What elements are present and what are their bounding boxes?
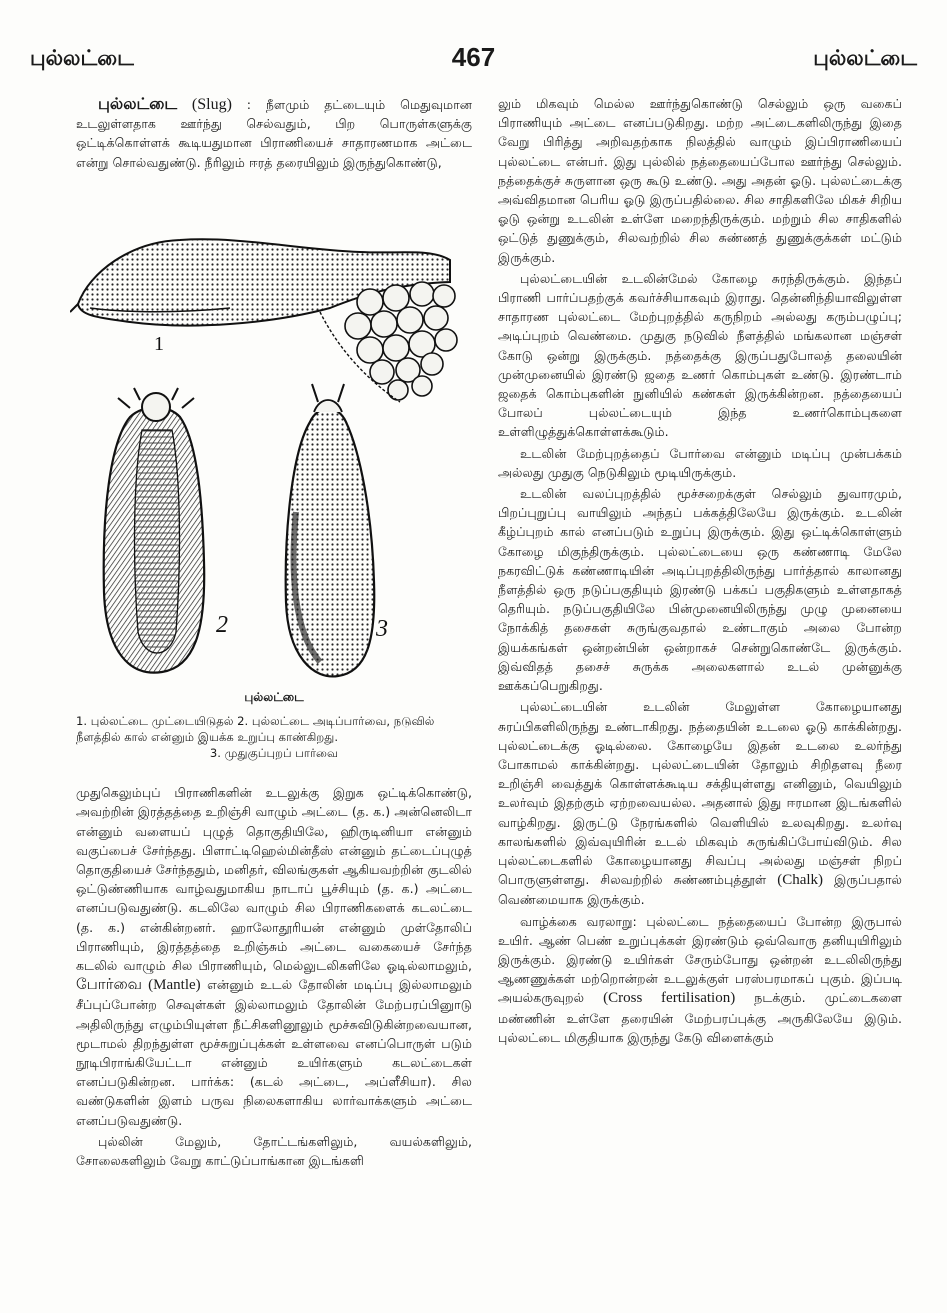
caption-line-2: 3. முதுகுப்புறப் பார்வை: [209, 746, 339, 761]
slug-illustration: [76, 212, 472, 682]
headword: புல்லட்டை: [98, 94, 178, 113]
right-paragraph-5: புல்லட்டையின் உடலின் மேலுள்ள கோழையானது சுரப்பிகளிலிருந்து உண்டாகிறது. நத்தையின் உடலை ஓடு காக்கின்றது. புல்லட்டைக்கு ஓடில்லை. கோழையே இதன் உடலை உலர்ந்து போகாமல் காக்கின்றது. புல்லட்டையின் தோலும் சிறிதளவு நீரை உறிஞ்சி வைத்துக் கொள்ளக்கூடிய சக்தியுள்ளது எனினும், வெயிலும் உலர்வும் இதற்கும் ஏற்றவையல்ல. அதனால் இது ஈரமான இடங்களில் வாழ்கிறது. இருட்டு நேரங்களில் வெளியில் உலவுகிறது. உலர்வு காலங்களில் இவ்வுயிரின் உடல் மிகவும் சுருங்கிப்போய்விடும். சில புல்லட்டைகளில் கோழையானது சிவப்பு அல்லது மஞ்சள் நிறப் பொருளுள்ளது. சிலவற்றில் சுண்ணம்புத்தூள் (Chalk) இருப்பதால் வெண்மையாக இருக்கும்.: [498, 699, 902, 908]
chalk-latin: (Chalk): [777, 872, 824, 889]
caption-line-1: 1. புல்லட்டை முட்டையிடுதல் 2. புல்லட்டை அடிப்பார்வை, நடுவில் நீளத்தில் கால் என்னும் இயக்க உறுப்பு காண்கிறது.: [76, 714, 435, 745]
figure-2-underside-view: [104, 388, 205, 673]
page-header: [0, 42, 947, 82]
right-paragraph-1: லும் மிகவும் மெல்ல ஊர்ந்துகொண்டு செல்லும் ஒரு வகைப் பிராணியும் அட்டை எனப்படுகிறது. மற்ற அட்டைகளிலிருந்து இதை வேறு பிரித்து அறிவதற்காக நிலத்தில் வாழும் இப்பிராணியைப் புல்லட்டை என்பர். இது புல்லில் நத்தையைப்போல ஊர்ந்து செல்லும். நத்தைக்குச் சுருளான ஒரு கூடு உண்டு. அது அதன் ஓடு. புல்லட்டைக்கு அவ்விதமான பெரிய ஓடு இருப்பதில்லை. சில சாதிகளிலே மிகச் சிறிய ஓடு ஒன்று உடலின் உள்ளே மறைந்திருக்கும். மற்றும் சில சாதிகளில் ஒட்டுத் துணுக்கும், சிலவற்றில் சில சுண்ணத் துணுக்குக்கள் மட்டும் இருக்கும்.: [498, 96, 902, 265]
figure-title: புல்லட்டை: [244, 690, 304, 704]
figure-1-slug-laying-eggs: [70, 239, 457, 402]
headword-latin: (Slug): [191, 96, 232, 113]
running-head-right: புல்லட்டை: [813, 46, 917, 70]
left-body-paragraph-2: புல்லின் மேலும், தோட்டங்களிலும், வயல்களிலும், சோலைகளிலும் வேறு காட்டுப்பாங்கான இடங்களி: [76, 1133, 472, 1169]
intro-paragraph: [76, 94, 472, 210]
mantle-latin: போர்வை (Mantle): [76, 977, 201, 994]
slug-engraving: [70, 212, 470, 682]
right-paragraph-3: உடலின் மேற்புறத்தைப் போர்வை என்னும் மடிப்பு முன்பக்கம் அல்லது முதுகு நெடுகிலும் மூடியிருக்கும்.: [498, 445, 902, 480]
right-paragraph-6: வாழ்க்கை வரலாறு: புல்லட்டை நத்தையைப் போன்ற இருபால் உயிர். ஆண் பெண் உறுப்புக்கள் இரண்டும் ஒவ்வொரு தனியுயிரிலும் இருக்கும். இரண்டு உயிர்கள் சேரும்போது ஒன்றன் உடலிலிருந்து ஆணணுக்கள் மற்றொன்றன் உடலுக்குள் பரஸ்பரமாகப் புகும். இப்படி அயல்கருவுறல் (Cross fertilisation) நடக்கும். முட்டைகளை மண்ணின் உள்ளே தரையின் மேற்பரப்புக்கு அருகிலேயே இடும். புல்லட்டை மிகுதியாக இருந்து கேடு விளைக்கும்: [498, 913, 902, 1045]
cross-fertilisation-latin: (Cross fertilisation): [603, 990, 736, 1007]
figure-label-3: 3: [376, 616, 388, 642]
figure-label-1: 1: [154, 333, 164, 355]
figure-3-dorsal-view: [286, 384, 375, 676]
figure-caption: [76, 713, 472, 761]
left-body-paragraph-1: முதுகெலும்புப் பிராணிகளின் உடலுக்கு இறுக ஒட்டிக்கொண்டு, அவற்றின் இரத்தத்தை உறிஞ்சி வாழும் அட்டை (த. க.) அன்னெலிடா என்னும் வளையப் புழுத் தொகுதியிலே, ஹிருடினியா என்னும் வகுப்பைச் சேர்ந்தது. பிளாட்டிஹெல்மின்தீஸ் என்னும் தட்டைப்புழுத் தொகுதியைச் சேர்ந்ததும், மனிதர், விலங்குகள் ஆகியவற்றின் குடலில் ஒட்டுண்ணியாக வாழ்வதுமாகிய நாடாப் பூச்சியும் (த. க.) அட்டை எனப்படுவதுண்டு. கடலிலே வாழும் சில பிராணிகளைக் கடலட்டை (த. க.) என்கின்றனர். ஹாலோதூரியன் என்னும் முள்தோலிப் பிராணியும், இரத்தத்தை உறிஞ்சும் அட்டை வகையைச் சேர்ந்த கடலில் வாழும் சில பிராணியும், மெல்லுடலிகளிலே ஓடில்லாமலும், போர்வை (Mantle) என்னும் உடல் தோலின் மடிப்பு இல்லாமலும் சீப்புப்போன்ற செவுள்கள் இல்லாமலும் தோலின் மேற்பரப்பினுாடு அதிலிருந்து எழும்பியுள்ள நீட்சிகளினூலும் மூச்சுவிடுகின்றவையான, மூடாமல் திறந்துள்ள மூச்சுறுப்புக்கள் உள்ளவை எனப்பொருள் படும் நூடிபிராங்கியேட்டா என்னும் உயிர்களும் கடலட்டைகள் எனப்படுகின்றன. பார்க்க: (கடல் அட்டை, அப்ளீசியா). சில வண்டுகளின் இளம் பருவ நிலைகளாகிய லார்வாக்களும் அட்டை எனப்படுவதுண்டு.: [76, 785, 473, 1128]
right-paragraph-2: புல்லட்டையின் உடலின்மேல் கோழை சுரந்திருக்கும். இந்தப் பிராணி பார்ப்பதற்குக் கவர்ச்சியாகவும் இராது. தென்னிந்தியாவிலுள்ள சாதாரண புல்லட்டை மேற்புறத்தில் கருநிறம் அல்லது கரும்பழுப்பு; அடிப்புறம் வெண்மை. முதுகு நடுவில் நீளத்தில் மங்கலான மஞ்சள் கோடு ஒன்று இருக்கும். நத்தைக்கு இருப்பதுபோலத் தலையின் முன்முனையில் இரண்டு ஜதை உணர் கொம்புகள் உண்டு. இரண்டாம் ஜதைக் கொம்புகளின் நுனியில் கண்கள் இருக்கின்றன. நத்தையைப் போலப் புல்லட்டையும் இந்த உணர்கொம்புகளை உள்ளிழுத்துக்கொள்ளக்கூடும்.: [498, 270, 902, 440]
intro-text: : நீளமும் தட்டையும் மெதுவுமான உடலுள்ளதாக ஊர்ந்து செல்வதும், பிற பொருள்களுக்கு ஒட்டிக்கொள்ளக் கூடியதுமான பிராணியைச் சாதாரணமாக அட்டை என்று சொல்வதுண்டு. நீரிலும் ஈரத் தரையிலும் இருந்துகொண்டு,: [76, 97, 472, 170]
figure-label-2: 2: [216, 612, 228, 638]
right-paragraph-4: உடலின் வலப்புறத்தில் மூச்சறைக்குள் செல்லும் துவாரமும், பிறப்புறுப்பு வாயிலும் அந்தப் பக்கத்திலேயே இருக்கும். உடலின் கீழ்ப்புறம் கால் எனப்படும் உறுப்பு இருக்கும். இது ஒட்டிக்கொள்ளும் கோழை மிகுந்திருக்கும். புல்லட்டையை ஒரு கண்ணாடி மேலே நகரவிட்டுக் கண்ணாடியின் அடிப்புறத்திலிருந்து பார்த்தால் காலானது நீளத்தில் ஒரு நடுப்பகுதியும் இரண்டு பக்கப் பகுதிகளும் உள்ளதாகத் தெரியும். நடுப்பகுதியிலே பின்முனையிலிருந்து முழு முனையை நோக்கித் தசைகள் சுருங்குவதால் உண்டாகும் அலை போன்ற இயக்கங்கள் ஒன்றன்பின் ஒன்றாகச் சென்றுகொண்டே இருக்கும். இவ்விதத் தசைச் சுருக்க அலைகளால் உடல் முன்னுக்கு ஊக்கப்பெறுகிறது.: [498, 486, 902, 694]
running-head-left: புல்லட்டை: [30, 46, 134, 70]
page-number: 467: [451, 42, 496, 72]
right-column: [498, 94, 902, 1049]
left-column: [76, 94, 472, 1172]
